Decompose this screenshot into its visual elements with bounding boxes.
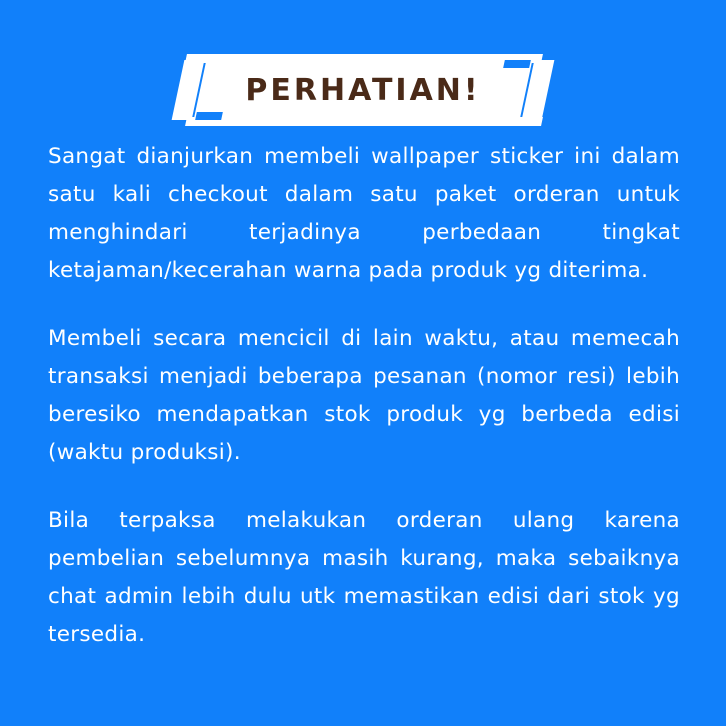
- paragraph-1: Sangat dianjurkan membeli wallpaper sticker ini dalam satu kali checkout dalam satu paket orderan untuk menghindari terjadinya perbedaan tingkat ketajaman/kecerahan warna pada produk yg diterima.: [48, 144, 680, 283]
- paragraph-2: Membeli secara mencicil di lain waktu, atau memecah transaksi menjadi beberapa pesanan (nomor resi) lebih beresiko mendapatkan stok produk yg berbeda edisi (waktu produksi).: [48, 326, 680, 465]
- body-copy: [48, 138, 680, 654]
- header-banner: [0, 26, 726, 112]
- page-title: PERHATIAN!: [245, 72, 481, 108]
- paragraph-3: Bila terpaksa melakukan orderan ulang karena pembelian sebelumnya masih kurang, maka sebaiknya chat admin lebih dulu utk memastikan edisi dari stok yg tersedia.: [48, 508, 680, 647]
